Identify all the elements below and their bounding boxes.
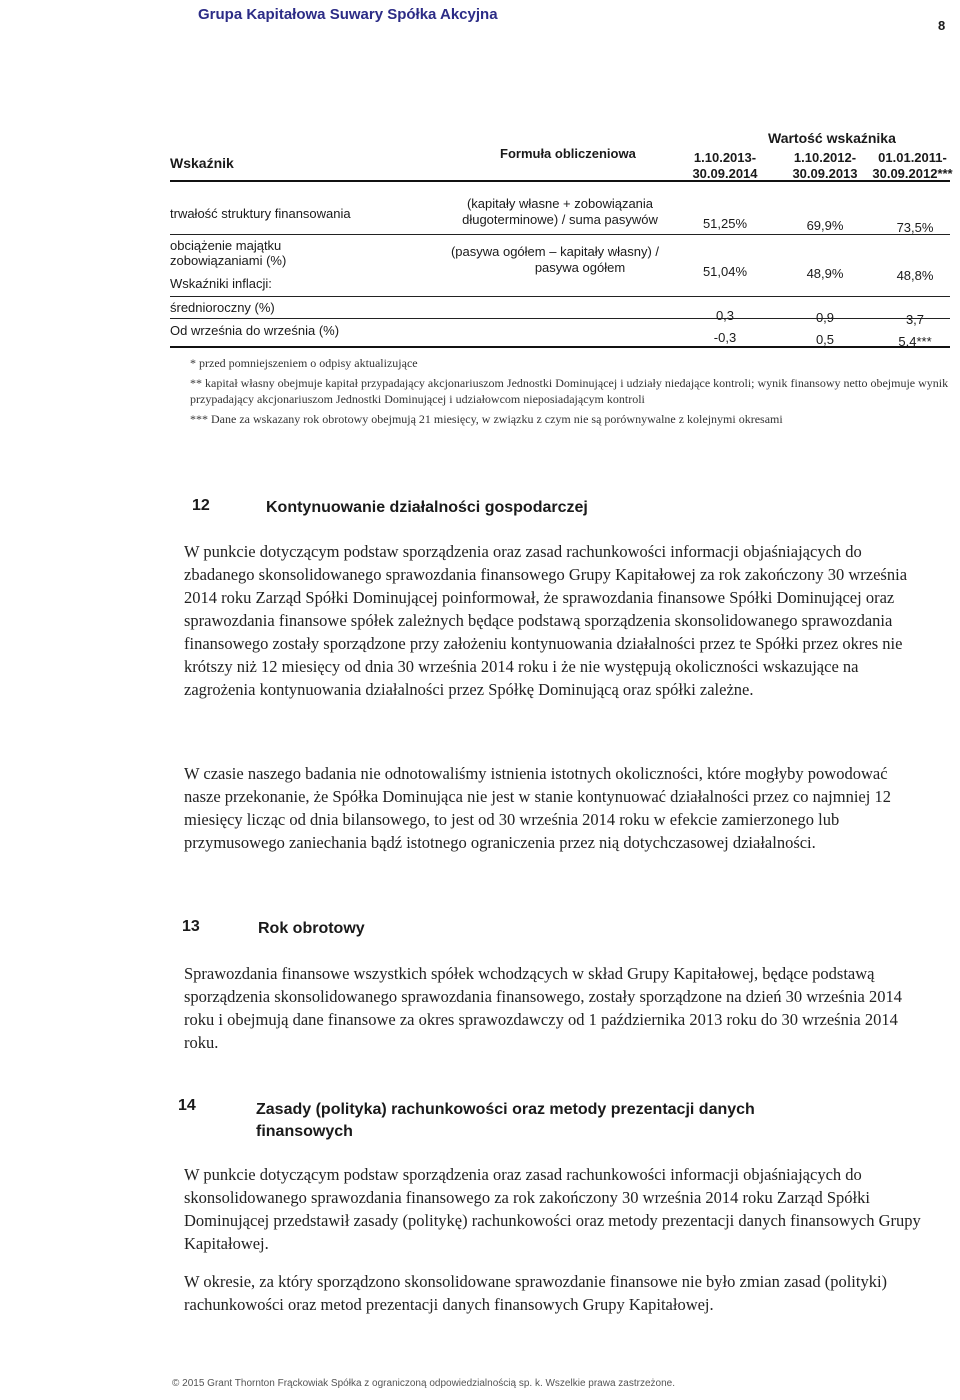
table-bottom-rule: [170, 346, 950, 348]
inflation-value: 0,3: [715, 308, 735, 323]
table-footnotes: [190, 355, 950, 431]
indicator-name: obciążenie majątku zobowiązaniami (%): [170, 238, 287, 268]
header-rule: [170, 180, 950, 182]
section-paragraph: W okresie, za który sporządzono skonsolidowane sprawozdanie finansowe nie było zmian zasad (polityki) rachunkowości oraz metod prezentacji danych finansowych Grupy Kapitałowej.: [184, 1272, 888, 1314]
indicator-name: trwałość struktury finansowania: [170, 206, 351, 221]
indicator-formula: (pasywa ogółem – kapitały własny) / pasywa ogółem: [450, 244, 660, 275]
inflation-name: Od września do września (%): [170, 323, 340, 338]
inflation-name: średnioroczny (%): [170, 300, 275, 315]
section-paragraph: Sprawozdania finansowe wszystkich spółek wchodzących w skład Grupy Kapitałowej, będące podstawą sporządzenia skonsolidowanego sprawozdania finansowego, zostały sporządzone na dzień 30 września 2014 roku i obejmują dane finansowe za okres sprawozdawczy od 1 października 2013 roku do 30 września 2014 roku.: [184, 964, 902, 1052]
section-title: Zasady (polityka) rachunkowości oraz metody prezentacji danych finansowych: [256, 1101, 755, 1140]
inflation-value: 3,7: [905, 312, 925, 327]
row-rule: [170, 296, 950, 297]
indicator-value: 51,25%: [702, 216, 748, 231]
row-rule: [170, 318, 950, 319]
indicator-column-header: Wskaźnik: [170, 155, 234, 171]
indicator-formula: (kapitały własne + zobowiązania długoterminowe) / suma pasywów: [462, 196, 658, 227]
period-header: 01.01.2011- 30.09.2012***: [872, 150, 953, 181]
section-paragraph: W punkcie dotyczącym podstaw sporządzenia oraz zasad rachunkowości informacji objaśniających do skonsolidowanego sprawozdania finansowego za rok zakończony 30 września 2014 roku Zarząd Spółki Dominującej przedstawił zasady (politykę) rachunkowości oraz metody prezentacji danych finansowych Grupy Kapitałowej.: [184, 1165, 921, 1253]
period-header: 1.10.2013- 30.09.2014: [692, 150, 758, 181]
section-number: 13: [182, 918, 200, 935]
page-number: 8: [938, 18, 946, 33]
indicator-value: 69,9%: [806, 218, 844, 233]
inflation-value: -0,3: [713, 330, 737, 345]
indicators-table: [170, 130, 955, 350]
footnote: *** Dane za wskazany rok obrotowy obejmują 21 miesięcy, w związku z czym nie są porównywalne z kolejnymi okresami: [190, 412, 783, 426]
indicator-value: 48,9%: [806, 266, 844, 281]
company-name: Grupa Kapitałowa Suwary Spółka Akcyjna: [198, 6, 498, 23]
section-number: 12: [192, 497, 210, 514]
inflation-label: Wskaźniki inflacji:: [170, 276, 272, 291]
period-header: 1.10.2012- 30.09.2013: [792, 150, 858, 181]
section-title: Kontynuowanie działalności gospodarczej: [266, 499, 588, 516]
page-footer: © 2015 Grant Thornton Frąckowiak Spółka z ograniczoną odpowiedzialnością sp. k. Wszelkie prawa zastrzeżone.: [172, 1378, 675, 1389]
section-number: 14: [178, 1097, 196, 1114]
section-paragraph: W czasie naszego badania nie odnotowaliśmy istnienia istotnych okoliczności, które mogłyby powodować nasze przekonanie, że Spółka Dominująca nie jest w stanie kontynuować działalności przez co najmniej 12 miesięcy licząc od dnia bilansowego, to jest od 30 września 2014 roku w efekcie zamierzonego lub przymusowego zaniechania bądź istotnego ograniczenia przez nią dotychczasowej działalności.: [184, 764, 891, 852]
section-paragraph: W punkcie dotyczącym podstaw sporządzenia oraz zasad rachunkowości informacji objaśniających do zbadanego skonsolidowanego sprawozdania finansowego Grupy Kapitałowej za rok zakończony 30 września 2014 roku Zarząd Spółki Dominującej poinformował, że sprawozdania finansowe Spółki Dominującej oraz sprawozdania finansowe spółek zależnych będące podstawą sporządzenia skonsolidowanego sprawozdania finansowego zostały sporządzone przy założeniu kontynuowania działalności przez te Spółki przez okres nie krótszy niż 12 miesięcy od dnia 30 września 2014 roku i że nie występują okoliczności wskazujące na zagrożenia kontynuowania działalności przez Spółkę Dominującą oraz spółki zależne.: [184, 542, 908, 699]
inflation-value: 0,9: [815, 310, 835, 325]
value-group-header: Wartość wskaźnika: [768, 130, 896, 146]
indicator-value: 48,8%: [896, 268, 934, 283]
row-rule: [170, 234, 950, 235]
footnote: ** kapitał własny obejmuje kapitał przypadający akcjonariuszom Jednostki Dominującej i udziały niedające kontroli; wynik finansowy netto obejmuje wynik przypadający akcjonariuszom Jednostki Dominującej i udziałowcom nieposiadającym kontroli: [190, 376, 949, 406]
inflation-value: 5,4***: [898, 334, 932, 349]
formula-column-header: Formuła obliczeniowa: [500, 146, 636, 161]
footnote: * przed pomniejszeniem o odpisy aktualizujące: [190, 356, 418, 370]
indicator-value: 51,04%: [702, 264, 748, 279]
section-title: Rok obrotowy: [258, 920, 365, 937]
inflation-value: 0,5: [815, 332, 835, 347]
indicator-value: 73,5%: [896, 220, 934, 235]
